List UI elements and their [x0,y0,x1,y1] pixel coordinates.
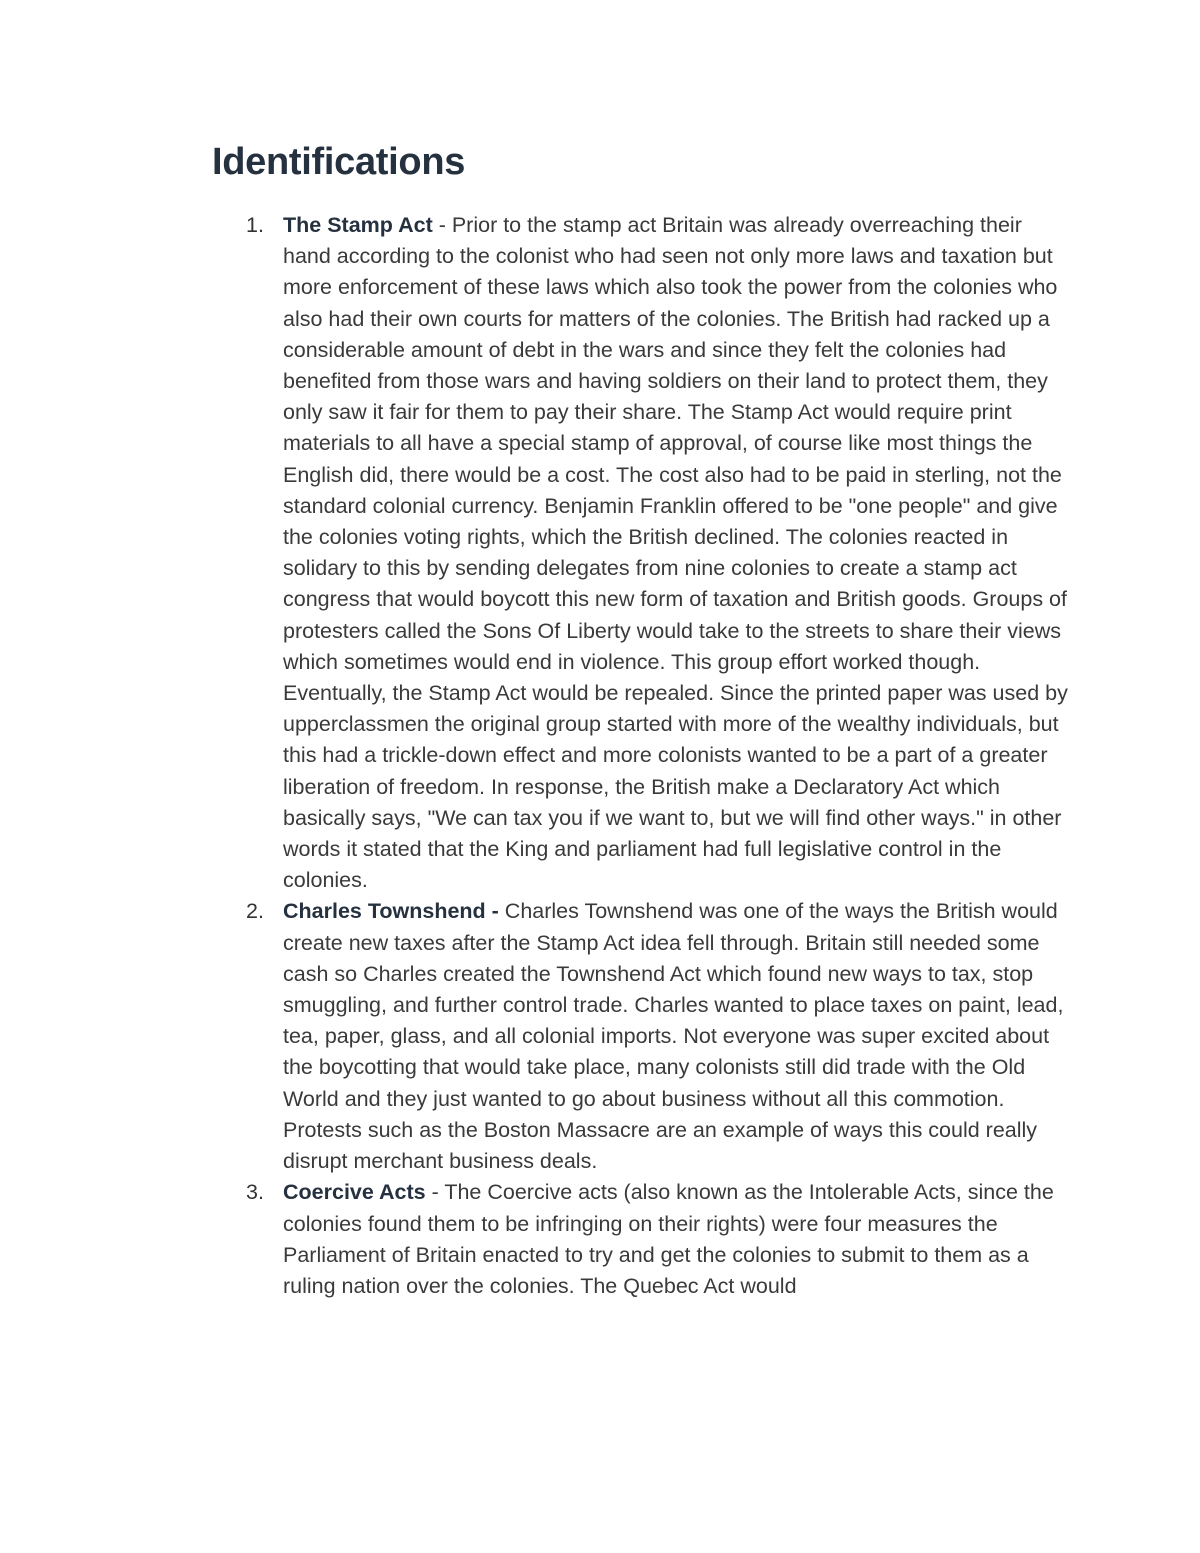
identifications-list [0,210,1200,1302]
list-item-text: Charles Townshend was one of the ways the British would create new taxes after the Stamp Act idea fell through. Britain still needed some cash so Charles created the Townshend Act which found new ways to tax, stop smuggling, and further control trade. Charles wanted to place taxes on paint, lead, tea, paper, glass, and all colonial imports. Not everyone was super excited about the boycotting that would take place, many colonists still did trade with the Old World and they just wanted to go about business without all this commotion. Protests such as the Boston Massacre are an example of ways this could really disrupt merchant business deals. [283,899,1064,1174]
list-item [0,1177,1068,1302]
list-item-body [283,210,1068,896]
list-item-number: 1. [246,213,264,237]
list-item-text: - Prior to the stamp act Britain was already overreaching their hand according to the colonist who had seen not only more laws and taxation but more enforcement of these laws which also took the power from the colonies who also had their own courts for matters of the colonies. The British had racked up a considerable amount of debt in the wars and since they felt the colonies had benefited from those wars and having soldiers on their land to protect them, they only saw it fair for them to pay their share. The Stamp Act would require print materials to all have a special stamp of approval, of course like most things the English did, there would be a cost. The cost also had to be paid in sterling, not the standard colonial currency. Benjamin Franklin offered to be "one people" and give the colonies voting rights, which the British declined. The colonies reacted in solidary to this by sending delegates from nine colonies to create a stamp act congress that would boycott this new form of taxation and British goods. Groups of protesters called the Sons Of Liberty would take to the streets to share their views which sometimes would end in violence. This group effort worked though. Eventually, the Stamp Act would be repealed. Since the printed paper was used by upperclassmen the original group started with more of the wealthy individuals, but this had a trickle-down effect and more colonists wanted to be a part of a greater liberation of freedom. In response, the British make a Declaratory Act which basically says, "We can tax you if we want to, but we will find other ways." in other words it stated that the King and parliament had full legislative control in the colonies. [283,213,1068,893]
list-item [0,210,1068,896]
page-title: Identifications [212,141,466,183]
list-item-term: The Stamp Act [283,213,433,237]
list-item-term: Charles Townshend - [283,899,499,924]
list-item-term: Coercive Acts [283,1180,426,1205]
list-item-text: - The Coercive acts (also known as the Intolerable Acts, since the colonies found them to be infringing on their rights) were four measures the Parliament of Britain enacted to try and get the colonies to submit to them as a ruling nation over the colonies. The Quebec Act would [283,1180,1054,1298]
list-item-number: 3. [246,1180,264,1205]
list-item [0,896,1068,1177]
list-item-body [283,1177,1068,1302]
list-item-body [283,896,1068,1177]
list-item-number: 2. [246,899,264,924]
